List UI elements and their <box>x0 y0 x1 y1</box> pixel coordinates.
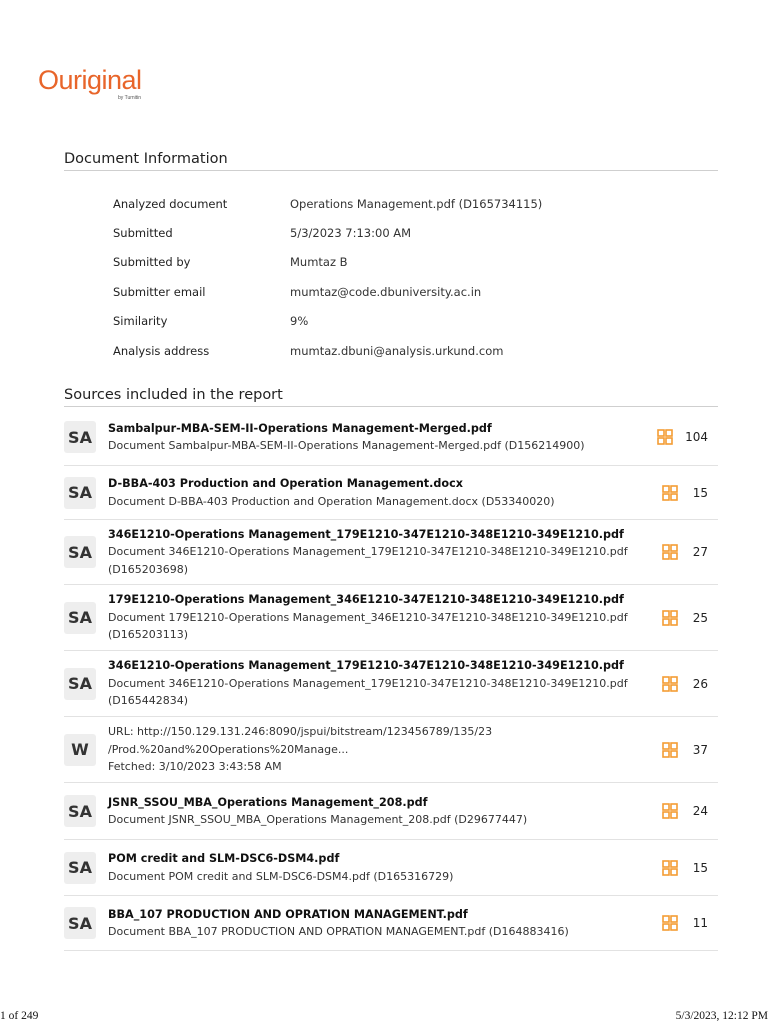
document-info-heading: Document Information <box>64 151 718 171</box>
sources-heading: Sources included in the report <box>64 387 718 407</box>
grid-icon[interactable] <box>662 803 678 819</box>
source-title[interactable]: 346E1210-Operations Management_179E1210-347E1210-348E1210-349E1210.pdf <box>108 527 624 541</box>
source-text <box>108 723 636 776</box>
source-type-badge: SA <box>64 536 96 568</box>
source-detail-line: Document D-BBA-403 Production and Operation Management.docx (D53340020) <box>108 494 555 508</box>
info-row <box>113 218 542 247</box>
source-detail-line: Document JSNR_SSOU_MBA_Operations Management_208.pdf (D29677447) <box>108 813 528 826</box>
source-text <box>108 657 636 710</box>
source-title[interactable]: BBA_107 PRODUCTION AND OPRATION MANAGEMENT.pdf <box>108 907 468 921</box>
source-row[interactable] <box>64 466 718 520</box>
match-count: 24 <box>692 804 708 818</box>
source-title[interactable]: Sambalpur-MBA-SEM-II-Operations Management-Merged.pdf <box>108 421 492 435</box>
info-value: 5/3/2023 7:13:00 AM <box>290 226 412 241</box>
source-detail-line: (D165203698) <box>108 562 189 576</box>
source-detail-line: Document BBA_107 PRODUCTION AND OPRATION MANAGEMENT.pdf (D164883416) <box>108 925 569 938</box>
source-match-info <box>636 429 718 445</box>
grid-icon[interactable] <box>662 676 678 692</box>
source-title[interactable]: POM credit and SLM-DSC6-DSM4.pdf <box>108 852 340 865</box>
source-text <box>108 475 636 510</box>
source-type-badge: SA <box>64 795 96 827</box>
source-text <box>108 906 636 941</box>
source-detail-line: Document 179E1210-Operations Management_346E1210-347E1210-348E1210-349E1210.pdf <box>108 610 628 624</box>
source-type-badge: SA <box>64 668 96 700</box>
match-count: 15 <box>692 860 708 875</box>
source-title[interactable]: JSNR_SSOU_MBA_Operations Management_208.pdf <box>108 795 428 809</box>
source-row[interactable] <box>64 717 718 783</box>
match-count: 104 <box>685 430 708 444</box>
info-label: Similarity <box>113 314 168 329</box>
source-text <box>108 794 636 829</box>
source-detail-line: Document 346E1210-Operations Management_179E1210-347E1210-348E1210-349E1210.pdf <box>108 676 628 690</box>
source-match-info <box>636 742 718 758</box>
source-match-info <box>636 544 718 560</box>
source-row[interactable] <box>64 783 718 840</box>
source-detail-line: Document POM credit and SLM-DSC6-DSM4.pdf (D165316729) <box>108 869 454 883</box>
source-match-info <box>636 676 718 692</box>
info-label: Analyzed document <box>113 196 228 211</box>
info-value: Operations Management.pdf (D165734115) <box>290 196 543 211</box>
info-row <box>113 248 542 277</box>
source-detail-line: (D165203113) <box>108 628 189 642</box>
logo-wordmark: Ouriginal <box>38 65 142 95</box>
match-count: 25 <box>692 610 708 625</box>
source-detail-line: URL: http://150.129.131.246:8090/jspui/bitstream/123456789/135/23 <box>108 725 493 739</box>
source-match-info <box>636 803 718 819</box>
source-row[interactable] <box>64 840 718 896</box>
match-count: 11 <box>692 916 708 930</box>
logo-tagline: by Turnitin <box>118 95 142 101</box>
info-label: Submitted by <box>113 255 191 270</box>
match-count: 26 <box>692 676 708 691</box>
info-label: Submitter email <box>113 284 206 299</box>
source-match-info <box>636 915 718 931</box>
source-match-info <box>636 860 718 876</box>
info-value: mumtaz.dbuni@analysis.urkund.com <box>290 343 504 358</box>
grid-icon[interactable] <box>662 915 678 931</box>
source-type-badge: W <box>64 734 96 766</box>
source-text <box>108 591 636 644</box>
source-row[interactable] <box>64 409 718 466</box>
match-count: 37 <box>692 742 708 757</box>
grid-icon[interactable] <box>662 860 678 876</box>
source-title[interactable]: D-BBA-403 Production and Operation Management.docx <box>108 477 463 490</box>
info-value: Mumtaz B <box>290 255 348 270</box>
source-type-badge: SA <box>64 907 96 939</box>
grid-icon[interactable] <box>662 742 678 758</box>
info-value: mumtaz@code.dbuniversity.ac.in <box>290 284 482 299</box>
source-row[interactable] <box>64 520 718 585</box>
source-text <box>108 526 636 579</box>
info-row <box>113 189 542 218</box>
ouriginal-logo <box>38 65 142 101</box>
info-label: Submitted <box>113 226 173 241</box>
source-detail-line: Document Sambalpur-MBA-SEM-II-Operations Management-Merged.pdf (D156214900) <box>108 439 585 452</box>
match-count: 15 <box>692 485 708 500</box>
source-detail-line: Fetched: 3/10/2023 3:43:58 AM <box>108 760 282 774</box>
source-row[interactable] <box>64 585 718 651</box>
info-value: 9% <box>290 314 309 329</box>
source-text <box>108 850 636 885</box>
grid-icon[interactable] <box>662 485 678 501</box>
source-row[interactable] <box>64 896 718 951</box>
info-row <box>113 307 542 336</box>
source-type-badge: SA <box>64 477 96 509</box>
grid-icon[interactable] <box>662 544 678 560</box>
source-detail-line: /Prod.%20and%20Operations%20Manage... <box>108 742 349 756</box>
source-type-badge: SA <box>64 421 96 453</box>
grid-icon[interactable] <box>662 610 678 626</box>
info-row <box>113 336 542 365</box>
source-match-info <box>636 610 718 626</box>
sources-list <box>64 409 718 951</box>
source-text <box>108 420 636 455</box>
source-row[interactable] <box>64 651 718 717</box>
source-detail-line: (D165442834) <box>108 694 189 708</box>
source-detail-line: Document 346E1210-Operations Management_179E1210-347E1210-348E1210-349E1210.pdf <box>108 545 628 559</box>
grid-icon[interactable] <box>657 429 673 445</box>
info-label: Analysis address <box>113 343 210 358</box>
source-type-badge: SA <box>64 852 96 884</box>
match-count: 27 <box>692 545 708 559</box>
source-type-badge: SA <box>64 602 96 634</box>
print-timestamp: 5/3/2023, 12:12 PM <box>675 1010 768 1022</box>
page-number: 1 of 249 <box>0 1010 39 1022</box>
source-title[interactable]: 179E1210-Operations Management_346E1210-347E1210-348E1210-349E1210.pdf <box>108 593 624 607</box>
source-title[interactable]: 346E1210-Operations Management_179E1210-347E1210-348E1210-349E1210.pdf <box>108 659 624 673</box>
source-match-info <box>636 485 718 501</box>
document-info-table <box>113 189 542 365</box>
info-row <box>113 277 542 306</box>
